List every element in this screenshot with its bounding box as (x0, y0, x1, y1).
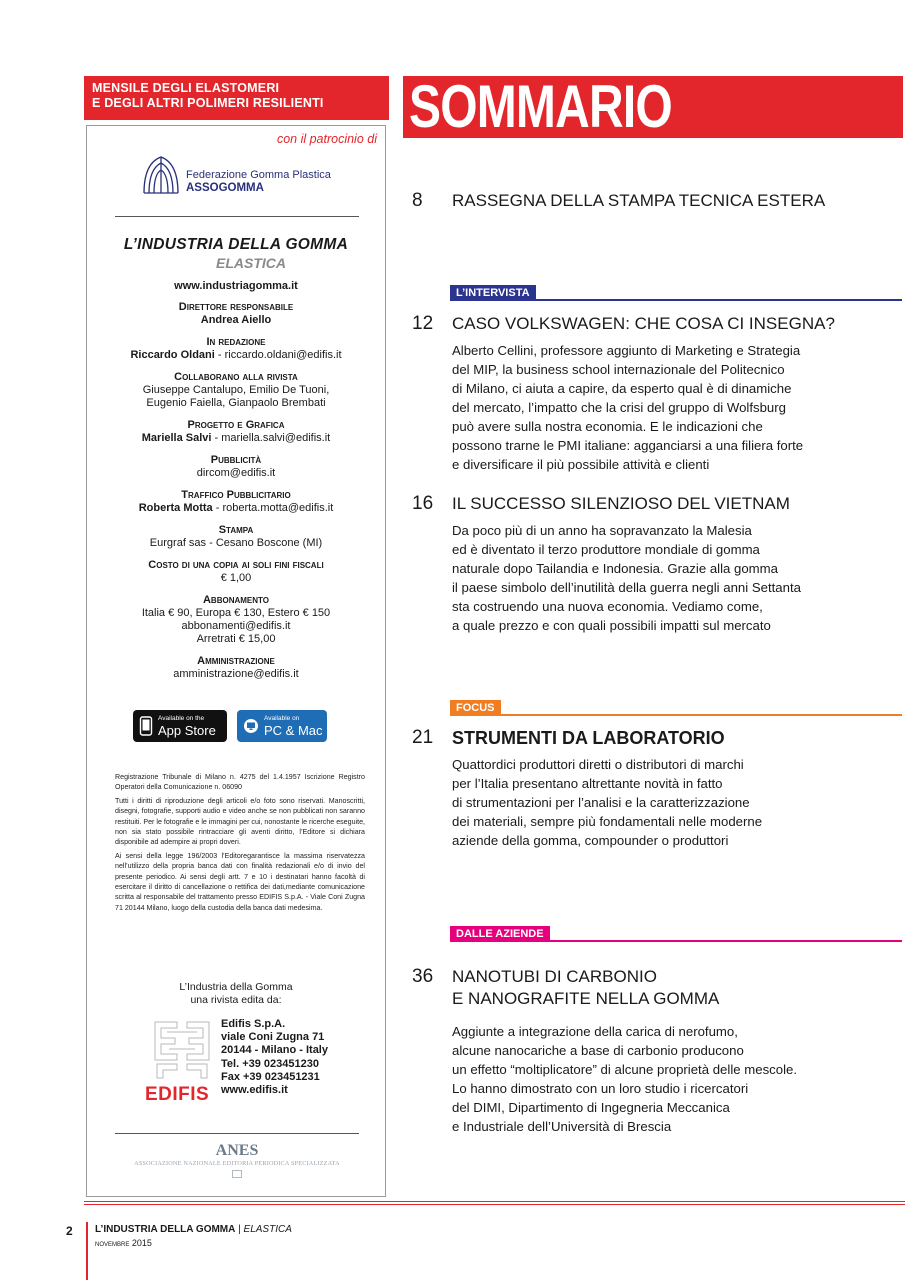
privacy-note: Ai sensi della legge 196/2003 l’Editoregarantisce la massima riservatezza nell’utilizzo della propria banca dati con finalità redazionali e/o di invio del presente periodico. Ai sensi degli artt. 7 e 10 i destinatari hanno facoltà di esercitare il diritto di cancellazione o rettifica dei dati,mediante comunicazione scritta al responsabile del trattamento presso EDIFIS S.p.A. - Viale Coni Zugna 71 20144 Milano, luogo della custodia della banca dati medesima. (115, 851, 365, 912)
publisher-street: viale Coni Zugna 71 (221, 1031, 325, 1044)
page-number: 2 (66, 1224, 73, 1238)
credit-heading: Amministrazione (197, 655, 275, 667)
masthead-line-1: MENSILE DEGLI ELASTOMERI (92, 81, 280, 95)
footer-date (95, 1238, 152, 1248)
publisher-intro-2: una rivista edita da: (190, 994, 282, 1006)
toc-page-number: 12 (412, 313, 434, 334)
magazine-title: L’INDUSTRIA DELLA GOMMA (123, 236, 349, 253)
toc-description (452, 341, 832, 474)
section-rule (450, 714, 902, 716)
credit-block (87, 655, 385, 681)
credit-heading: Collaborano alla rivista (174, 371, 298, 383)
credit-line: dircom@edifis.it (196, 467, 276, 479)
credit-block (87, 336, 385, 362)
toc-description (452, 755, 832, 850)
desc-line: Aggiunte a integrazione della carica di nerofumo, (452, 1024, 738, 1039)
anes-logo (115, 1136, 359, 1178)
desc-line: di Milano, ci aiuta a capire, da esperto qual è di dinamiche (452, 381, 792, 396)
desc-line: del DIMI, Dipartimento di Ingegneria Meccanica (452, 1100, 730, 1115)
desc-line: un effetto “moltiplicatore” di alcune proprietà delle mescole. (452, 1062, 798, 1077)
credit-line: Giuseppe Cantalupo, Emilio De Tuoni, (142, 384, 330, 396)
section-intervista (450, 285, 902, 301)
desc-line: Da poco più di un anno ha sopravanzato la Malesia (452, 523, 752, 538)
credit-line: Riccardo Oldani - riccardo.oldani@edifis.it (130, 349, 342, 361)
credit-block (87, 489, 385, 515)
app-store-small: Available on the (158, 715, 205, 722)
credit-line: Mariella Salvi - mariella.salvi@edifis.it (141, 432, 331, 444)
toc-description (452, 1022, 832, 1136)
masthead-banner (84, 76, 389, 120)
anes-full-name: ASSOCIAZIONE NAZIONALE EDITORIA PERIODICA SPECIALIZZATA (134, 1160, 340, 1167)
credit-heading: Stampa (218, 524, 254, 536)
legal-notes (115, 772, 365, 916)
credit-line: Roberta Motta - roberta.motta@edifis.it (138, 502, 334, 514)
desc-line: Alberto Cellini, professore aggiunto di Marketing e Strategia (452, 343, 801, 358)
desc-line: di strumentazioni per l’analisi e la caratterizzazione (452, 795, 750, 810)
divider (115, 216, 359, 217)
publisher-tel: Tel. +39 023451230 (221, 1057, 319, 1070)
toc-page-number: 8 (412, 190, 423, 211)
credit-heading: Pubblicità (210, 454, 262, 466)
publisher-name: Edifis S.p.A. (221, 1018, 286, 1030)
publisher-intro-1: L’Industria della Gomma (179, 981, 293, 993)
credit-heading: Traffico Pubblicitario (181, 489, 291, 501)
pc-mac-badge[interactable] (237, 710, 327, 742)
section-tag: DALLE AZIENDE (450, 926, 550, 942)
credit-line: Italia € 90, Europa € 130, Estero € 150 (141, 607, 331, 619)
rights-note: Tutti i diritti di riproduzione degli articoli e/o foto sono riservati. Manoscritti, disegni, fotografie, supporti audio e video anche se non pubblicati non saranno restituiti. Per le fotografie e le immagini per cui, nonostante le ricerche eseguite, non sia stato possibile rintracciare gli aventi diritto, l’Editore si dichiara disponibile ad adempire ai propri doveri. (115, 796, 365, 847)
footer-month: novembre (95, 1238, 130, 1248)
credit-block (87, 371, 385, 410)
desc-line: dei materiali, sempre più fondamentali nelle moderne (452, 814, 763, 829)
footer-vertical-rule (86, 1222, 88, 1280)
section-focus (450, 700, 902, 716)
sommario-header (403, 73, 903, 140)
credit-line: abbonamenti@edifis.it (181, 620, 291, 632)
credit-heading: Direttore responsabile (178, 301, 294, 313)
assogomma-name: ASSOGOMMA (186, 182, 264, 194)
desc-line: e Industriale dell’Università di Brescia (452, 1119, 672, 1134)
publisher-city: 20144 - Milano - Italy (221, 1044, 328, 1057)
sommario-title: SOMMARIO (409, 73, 672, 140)
desc-line: alcune nanocariche a base di carbonio producono (452, 1043, 744, 1058)
desc-line: possono trarne le PMI italiane: agganciarsi a una filiera forte (452, 438, 804, 453)
credit-heading: Progetto e Grafica (187, 419, 285, 431)
toc-title: IL SUCCESSO SILENZIOSO DEL VIETNAM (452, 494, 790, 513)
desc-line: può avere sulla nostra economia. E le indicazioni che (452, 419, 763, 434)
pc-mac-small: Available on (264, 715, 300, 722)
footer-title-main: L’INDUSTRIA DELLA GOMMA (95, 1224, 236, 1235)
publisher-address (221, 1018, 328, 1097)
credit-line: amministrazione@edifis.it (173, 668, 299, 680)
toc-title: CASO VOLKSWAGEN: CHE COSA CI INSEGNA? (452, 314, 835, 333)
section-tag: FOCUS (450, 700, 501, 716)
credit-block (87, 454, 385, 480)
colophon-box (86, 125, 386, 1197)
anes-name: ANES (215, 1142, 259, 1159)
assogomma-emblem-icon (140, 153, 182, 197)
credits-list (87, 301, 385, 681)
store-badges (133, 710, 333, 742)
publisher-intro (87, 981, 385, 1007)
magazine-website[interactable]: www.industriagomma.it (174, 280, 298, 292)
desc-line: del mercato, l’impatto che la crisi del gruppo di Wolfsburg (452, 400, 786, 415)
patronage-label: con il patrocinio di (276, 132, 377, 146)
credit-block (87, 301, 385, 327)
assogomma-logo (140, 153, 355, 199)
desc-line: del MIP, la business school internazionale del Politecnico (452, 362, 785, 377)
toc-title: RASSEGNA DELLA STAMPA TECNICA ESTERA (452, 191, 826, 210)
credit-line: Eugenio Faiella, Gianpaolo Brembati (146, 397, 326, 409)
desc-line: ed è diventato il terzo produttore mondiale di gomma (452, 542, 760, 557)
desc-line: aziende della gomma, compounder o produttori (452, 833, 729, 848)
publisher-web[interactable]: www.edifis.it (221, 1084, 288, 1097)
footer-rule (84, 1201, 905, 1202)
section-tag: L’INTERVISTA (450, 285, 536, 301)
credit-line: Eurgraf sas - Cesano Boscone (MI) (149, 537, 323, 549)
credit-heading: Abbonamento (202, 594, 270, 606)
federation-name: Federazione Gomma Plastica (186, 169, 331, 181)
toc-title (452, 966, 852, 1010)
magazine-subtitle: ELASTICA (216, 255, 286, 271)
desc-line: naturale dopo Tailandia e Indonesia. Grazie alla gomma (452, 561, 778, 576)
footer-rule (84, 1204, 905, 1205)
publisher-fax: Fax +39 023451231 (221, 1070, 320, 1083)
credit-block (87, 419, 385, 445)
desc-line: Quattordici produttori diretti o distributori di marchi (452, 757, 744, 772)
credit-line: Andrea Aiello (200, 314, 272, 326)
registration-note: Registrazione Tribunale di Milano n. 4275 del 1.4.1957 Iscrizione Registro Operatori della Comunicazione n. 06090 (115, 773, 365, 792)
credit-line: Arretrati € 15,00 (196, 633, 276, 645)
anes-mark-icon (232, 1170, 242, 1178)
toc-title: STRUMENTI DA LABORATORIO (452, 728, 725, 748)
credit-heading: In redazione (206, 336, 266, 348)
app-store-badge[interactable] (133, 710, 227, 742)
credits-block (87, 280, 385, 690)
desc-line: il paese simbolo dell’inutilità della guerra negli anni Settanta (452, 580, 801, 595)
footer-title-sub: ELASTICA (243, 1224, 292, 1235)
desc-line: a quale prezzo e con quali possibili impatti sul mercato (452, 618, 771, 633)
masthead-line-2: E DEGLI ALTRI POLIMERI RESILIENTI (92, 96, 324, 110)
credit-block (87, 524, 385, 550)
credit-heading: Costo di una copia ai soli fini fiscali (148, 559, 324, 571)
toc-title-line-2: E NANOGRAFITE NELLA GOMMA (452, 989, 720, 1008)
app-store-big: App Store (158, 723, 216, 738)
toc-title-line-1: NANOTUBI DI CARBONIO (452, 967, 657, 986)
divider (115, 1133, 359, 1134)
footer-title (95, 1224, 292, 1235)
toc-page-number: 36 (412, 966, 434, 987)
desc-line: sta costruendo una nuova economia. Vediamo come, (452, 599, 763, 614)
footer-year: 2015 (131, 1238, 152, 1248)
toc-description (452, 521, 832, 635)
section-dalle-aziende (450, 926, 902, 942)
pc-mac-big: PC & Mac (264, 723, 323, 738)
credit-line: € 1,00 (220, 572, 252, 584)
desc-line: e diversificare il più possibile attività e clienti (452, 457, 710, 472)
monitor-icon (243, 716, 259, 736)
credit-block (87, 559, 385, 585)
phone-icon (139, 716, 153, 736)
toc-page-number: 16 (412, 493, 434, 514)
desc-line: per l’Italia presentano altrettante novità in fatto (452, 776, 723, 791)
credit-block (87, 594, 385, 646)
footer-separator: | (235, 1224, 244, 1235)
edifis-logo-word: EDIFIS (145, 1084, 210, 1105)
toc-page-number: 21 (412, 727, 434, 748)
desc-line: Lo hanno dimostrato con un loro studio i ricercatori (452, 1081, 749, 1096)
